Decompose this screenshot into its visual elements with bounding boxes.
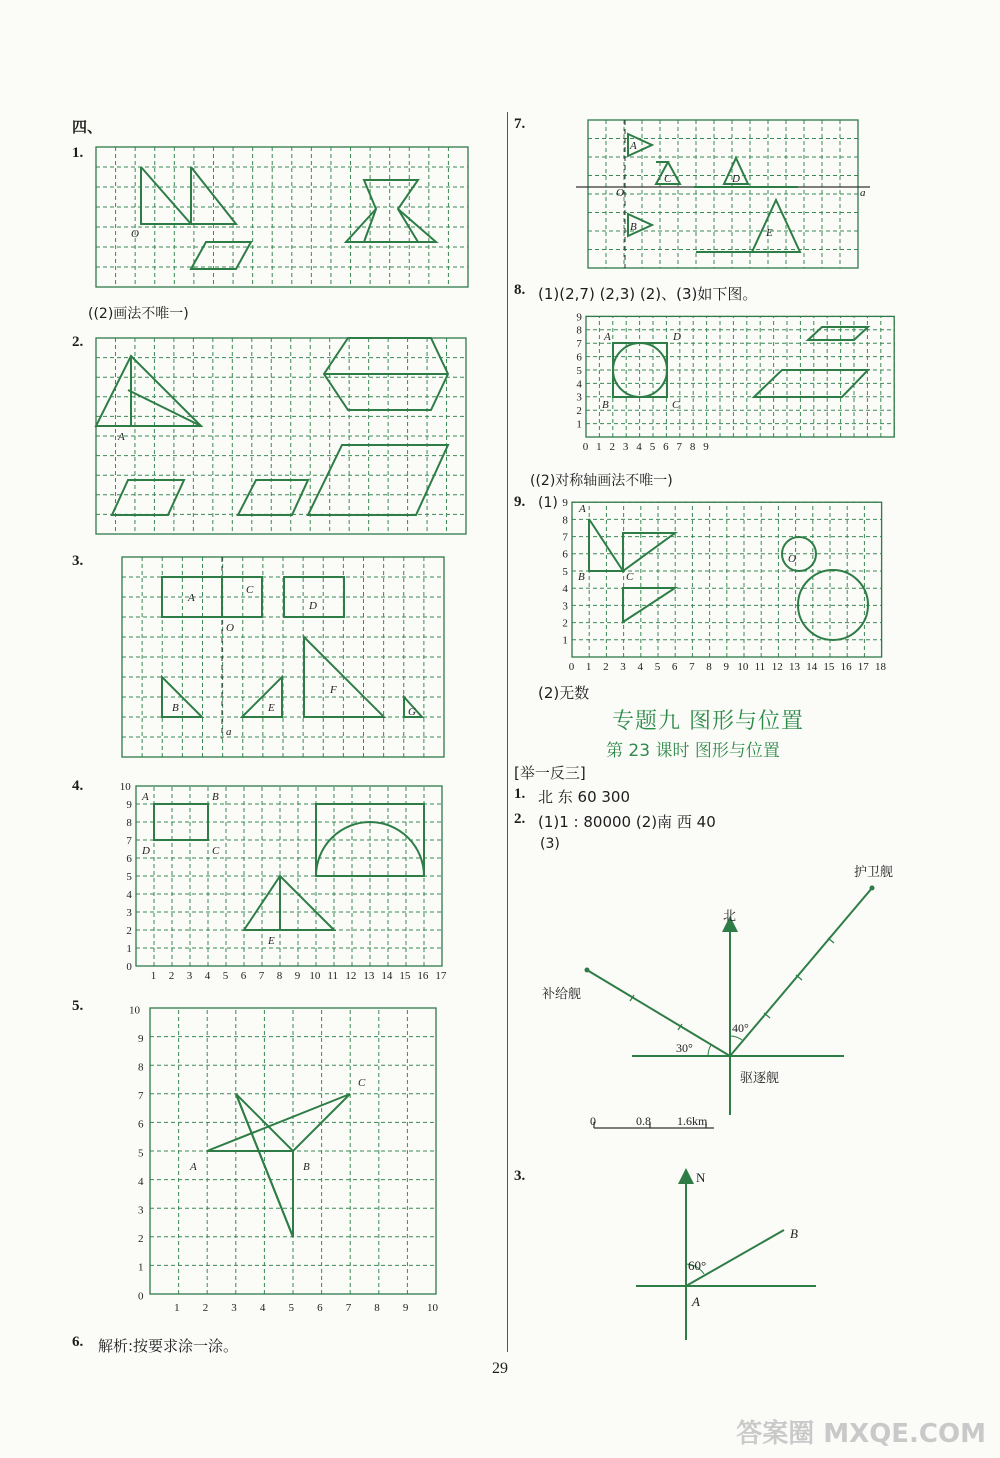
- x-tick-label: 10: [737, 661, 749, 673]
- q7-label-axis-a: a: [860, 187, 866, 199]
- q7-label-e: E: [766, 227, 773, 239]
- x-tick-label: 0: [582, 441, 589, 453]
- frigate-point: [870, 886, 875, 891]
- q6-text: 解析:按要求涂一涂。: [98, 1337, 239, 1355]
- section-heading: 四、: [72, 120, 103, 136]
- x-tick-label: 5: [288, 1302, 294, 1314]
- angle-40-label: 40°: [732, 1021, 749, 1035]
- q2-grid-figure: [96, 338, 466, 534]
- q1-left-triangle: [141, 167, 191, 224]
- y-tick-label: 5: [576, 364, 582, 377]
- q3-label-g: G: [408, 706, 416, 718]
- y-tick-label: 1: [562, 634, 568, 647]
- y-tick-label: 7: [138, 1090, 144, 1103]
- x-tick-label: 0: [568, 661, 575, 673]
- grid-frame: [96, 147, 468, 287]
- q4-coordinate-grid: [120, 781, 447, 982]
- q7-label-o: O: [616, 187, 624, 199]
- x-tick-label: 8: [706, 661, 712, 673]
- x-tick-label: 5: [654, 661, 661, 673]
- dashed-grid: [96, 147, 468, 287]
- x-tick-label: 7: [258, 970, 265, 982]
- x-tick-label: 9: [402, 1302, 409, 1314]
- y-tick-label: 2: [138, 1233, 144, 1246]
- angle-40-arc: [730, 1036, 742, 1040]
- q7-label-d: D: [732, 173, 740, 185]
- y-tick-label: 2: [562, 617, 568, 630]
- q3-label-b: B: [172, 702, 179, 714]
- q3-label-d: D: [309, 600, 317, 612]
- q7-label-b: B: [630, 221, 637, 233]
- q1-hourglass-right-flap: [398, 209, 436, 242]
- y-tick-label: 9: [562, 497, 568, 510]
- q3-label-a: A: [188, 592, 195, 604]
- x-tick-label: 12: [345, 970, 357, 982]
- q3-number: 3.: [72, 553, 84, 569]
- x-tick-label: 18: [875, 661, 886, 673]
- q2-inner-line: [128, 390, 201, 426]
- topic-title: 专题九 图形与位置: [612, 709, 804, 734]
- q3-triangle-f: [304, 637, 384, 717]
- x-tick-label: 11: [754, 661, 766, 673]
- y-tick-label: 2: [126, 924, 132, 937]
- q8-label-c: C: [672, 399, 680, 411]
- a2-number: 2.: [514, 811, 526, 827]
- x-tick-label: 1: [596, 441, 602, 453]
- y-tick-label: 4: [576, 378, 582, 391]
- a3-north-label: N: [696, 1170, 706, 1185]
- q8-label-b: B: [602, 399, 609, 411]
- q5-coordinate-grid: [129, 1004, 439, 1314]
- q7-grid-figure: [588, 120, 866, 268]
- angle-30-label: 30°: [676, 1041, 693, 1055]
- x-tick-label: 9: [723, 661, 729, 673]
- supply-label: 补给舰: [542, 987, 582, 1002]
- y-tick-label: 0: [138, 1290, 144, 1303]
- q2-big-triangle: [96, 356, 201, 426]
- q7-label-a: A: [630, 140, 637, 152]
- x-tick-label: 14: [806, 661, 818, 673]
- x-tick-label: 8: [689, 441, 696, 453]
- q5-coordinate-figure: [118, 1002, 458, 1322]
- watermark: 答案圈 MXQE.COM: [736, 1419, 986, 1449]
- q4-label-b: B: [212, 791, 219, 803]
- x-tick-label: 6: [671, 661, 678, 673]
- y-tick-label: 9: [576, 311, 582, 324]
- y-tick-label: 8: [126, 816, 132, 829]
- q4-label-c: C: [212, 845, 220, 857]
- x-tick-label: 6: [240, 970, 247, 982]
- x-tick-label: 9: [294, 970, 301, 982]
- x-tick-label: 17: [435, 970, 447, 982]
- x-tick-label: 3: [231, 1302, 237, 1314]
- q9-label-b: B: [578, 571, 585, 583]
- x-tick-label: 3: [620, 661, 626, 673]
- x-tick-label: 8: [374, 1302, 380, 1314]
- x-tick-label: 6: [663, 441, 669, 453]
- q3-label-c: C: [246, 584, 254, 596]
- x-tick-label: 4: [637, 661, 643, 673]
- q9-answer2: (2)无数: [538, 684, 590, 702]
- x-tick-label: 2: [168, 970, 175, 982]
- q2-number: 2.: [72, 334, 84, 350]
- y-tick-label: 1: [576, 418, 582, 431]
- x-tick-label: 4: [636, 441, 642, 453]
- q4-coordinate-figure: [118, 780, 458, 980]
- x-tick-label: 9: [703, 441, 709, 453]
- a2-sub: (3): [540, 836, 560, 852]
- q7-number: 7.: [514, 116, 526, 132]
- column-divider: [507, 112, 508, 1352]
- y-tick-label: 3: [138, 1204, 144, 1217]
- north-label: 北: [723, 909, 737, 924]
- q8-number: 8.: [514, 282, 526, 298]
- x-tick-label: 2: [202, 1302, 209, 1314]
- x-tick-label: 2: [603, 661, 609, 673]
- x-tick-label: 12: [771, 661, 783, 673]
- q2-parallelogram-2: [238, 480, 308, 515]
- x-tick-label: 2: [609, 441, 615, 453]
- x-tick-label: 3: [622, 441, 629, 453]
- x-tick-label: 1: [150, 970, 157, 982]
- supply-point: [585, 968, 590, 973]
- y-tick-label: 4: [126, 888, 132, 901]
- a3-point-a: A: [692, 1294, 700, 1309]
- x-tick-label: 10: [309, 970, 321, 982]
- grid-frame: [586, 316, 894, 437]
- x-tick-label: 4: [204, 970, 211, 982]
- y-tick-label: 5: [126, 870, 132, 883]
- q4-label-d: D: [142, 845, 150, 857]
- q1-note: ((2)画法不唯一): [88, 306, 189, 322]
- q4-label-a: A: [142, 791, 149, 803]
- a3-direction-diagram: [630, 1168, 830, 1348]
- frigate-label: 护卫舰: [854, 865, 894, 880]
- x-tick-label: 16: [840, 661, 852, 673]
- x-tick-label: 5: [222, 970, 229, 982]
- y-tick-label: 9: [126, 798, 132, 811]
- x-tick-label: 6: [317, 1302, 323, 1314]
- y-tick-label: 3: [126, 906, 132, 919]
- a2-text: (1)1 : 80000 (2)南 西 40: [538, 813, 716, 831]
- y-tick-label: 8: [138, 1061, 144, 1074]
- scale-label-0: 0: [590, 1114, 596, 1128]
- y-tick-label: 9: [138, 1032, 144, 1045]
- x-tick-label: 17: [857, 661, 869, 673]
- x-tick-label: 1: [174, 1302, 180, 1314]
- q8-note: ((2)对称轴画法不唯一): [530, 473, 673, 489]
- scale-label-2: 1.6km: [677, 1114, 708, 1128]
- q5-label-b: B: [303, 1161, 310, 1173]
- y-tick-label: 2: [576, 405, 582, 418]
- destroyer-label: 驱逐舰: [740, 1071, 780, 1086]
- x-tick-label: 8: [276, 970, 283, 982]
- q9-number: 9.: [514, 494, 526, 510]
- q8-small-parallelogram: [808, 327, 868, 340]
- q7-triangle-e: [752, 200, 800, 252]
- q9-triangle-rotated-1: [623, 533, 675, 571]
- q1-label-o: O: [131, 228, 139, 240]
- y-tick-label: 6: [562, 548, 568, 561]
- q3-grid-figure: [122, 557, 444, 757]
- q4-number: 4.: [72, 778, 84, 794]
- q9-coordinate-figure: [558, 497, 898, 678]
- y-tick-label: 10: [129, 1004, 140, 1017]
- q2-label-a: A: [118, 431, 125, 443]
- x-tick-label: 11: [327, 970, 338, 982]
- y-tick-label: 8: [576, 324, 582, 337]
- frigate-line: [730, 888, 872, 1056]
- y-tick-label: 4: [562, 583, 568, 596]
- y-tick-label: 4: [138, 1175, 144, 1188]
- ship-direction-diagram: [520, 860, 960, 1140]
- y-tick-label: 6: [126, 852, 132, 865]
- x-tick-label: 15: [399, 970, 411, 982]
- q8-text: (1)(2,7) (2,3) (2)、(3)如下图。: [538, 285, 758, 303]
- y-tick-label: 1: [126, 942, 132, 955]
- x-tick-label: 3: [186, 970, 193, 982]
- a1-text: 北 东 60 300: [538, 788, 631, 806]
- q3-label-o: O: [226, 622, 234, 634]
- q9-label-c: C: [626, 571, 634, 583]
- q5-label-a: A: [190, 1161, 197, 1173]
- supply-line: [587, 970, 730, 1056]
- scale-label-1: 0.8: [636, 1114, 651, 1128]
- q5-number: 5.: [72, 998, 84, 1014]
- page-number: 29: [492, 1360, 508, 1377]
- x-tick-label: 10: [427, 1302, 438, 1314]
- x-tick-label: 14: [381, 970, 393, 982]
- y-tick-label: 0: [126, 960, 132, 973]
- q9-sub: (1): [538, 495, 558, 511]
- x-tick-label: 7: [676, 441, 682, 453]
- y-tick-label: 3: [576, 391, 582, 404]
- y-tick-label: 5: [562, 565, 568, 578]
- dashed-grid: [96, 338, 466, 534]
- y-tick-label: 6: [576, 351, 582, 364]
- q3-label-f: F: [330, 684, 337, 696]
- frigate-line-ticks: [764, 938, 834, 1018]
- y-tick-label: 7: [126, 834, 132, 847]
- q1-grid-figure: [96, 147, 468, 287]
- x-tick-label: 1: [585, 661, 592, 673]
- q8-coordinate-grid: [576, 311, 894, 453]
- y-tick-label: 1: [138, 1261, 144, 1274]
- q2-parallelogram-1: [112, 480, 184, 515]
- a1-number: 1.: [514, 786, 526, 802]
- y-tick-label: 5: [138, 1147, 144, 1160]
- q9-label-a: A: [579, 503, 586, 515]
- q9-coordinate-grid: [562, 497, 886, 673]
- a3-number: 3.: [514, 1168, 526, 1184]
- y-tick-label: 8: [562, 514, 568, 527]
- y-tick-label: 10: [119, 780, 131, 793]
- q6-number: 6.: [72, 1334, 84, 1350]
- x-tick-label: 5: [649, 441, 656, 453]
- practice-bracket: [举一反三]: [514, 764, 586, 782]
- q8-label-a: A: [604, 331, 611, 343]
- q3-label-e: E: [268, 702, 275, 714]
- y-tick-label: 7: [562, 531, 568, 544]
- x-tick-label: 4: [259, 1302, 266, 1314]
- q9-label-o: O: [788, 553, 796, 565]
- a3-angle-label: 60°: [688, 1258, 707, 1273]
- q4-label-e: E: [268, 935, 275, 947]
- q1-hourglass: [364, 180, 418, 242]
- q7-label-c: C: [664, 173, 672, 185]
- x-tick-label: 16: [417, 970, 429, 982]
- y-tick-label: 6: [138, 1118, 144, 1131]
- lesson-title: 第 23 课时 图形与位置: [606, 741, 780, 761]
- a3-point-b: B: [790, 1226, 798, 1241]
- q8-coordinate-figure: [572, 310, 902, 470]
- q4-triangle-e: [244, 876, 334, 930]
- y-tick-label: 7: [576, 338, 582, 351]
- q3-label-axis-a: a: [226, 726, 232, 738]
- y-tick-label: 3: [562, 600, 568, 613]
- q5-label-c: C: [358, 1077, 366, 1089]
- x-tick-label: 13: [789, 661, 800, 673]
- angle-30-arc: [708, 1045, 711, 1056]
- q1-number: 1.: [72, 145, 84, 161]
- x-tick-label: 13: [363, 970, 375, 982]
- x-tick-label: 7: [689, 661, 695, 673]
- q1-parallelogram: [191, 242, 251, 269]
- x-tick-label: 15: [823, 661, 835, 673]
- x-tick-label: 7: [345, 1302, 352, 1314]
- q8-label-d: D: [673, 331, 681, 343]
